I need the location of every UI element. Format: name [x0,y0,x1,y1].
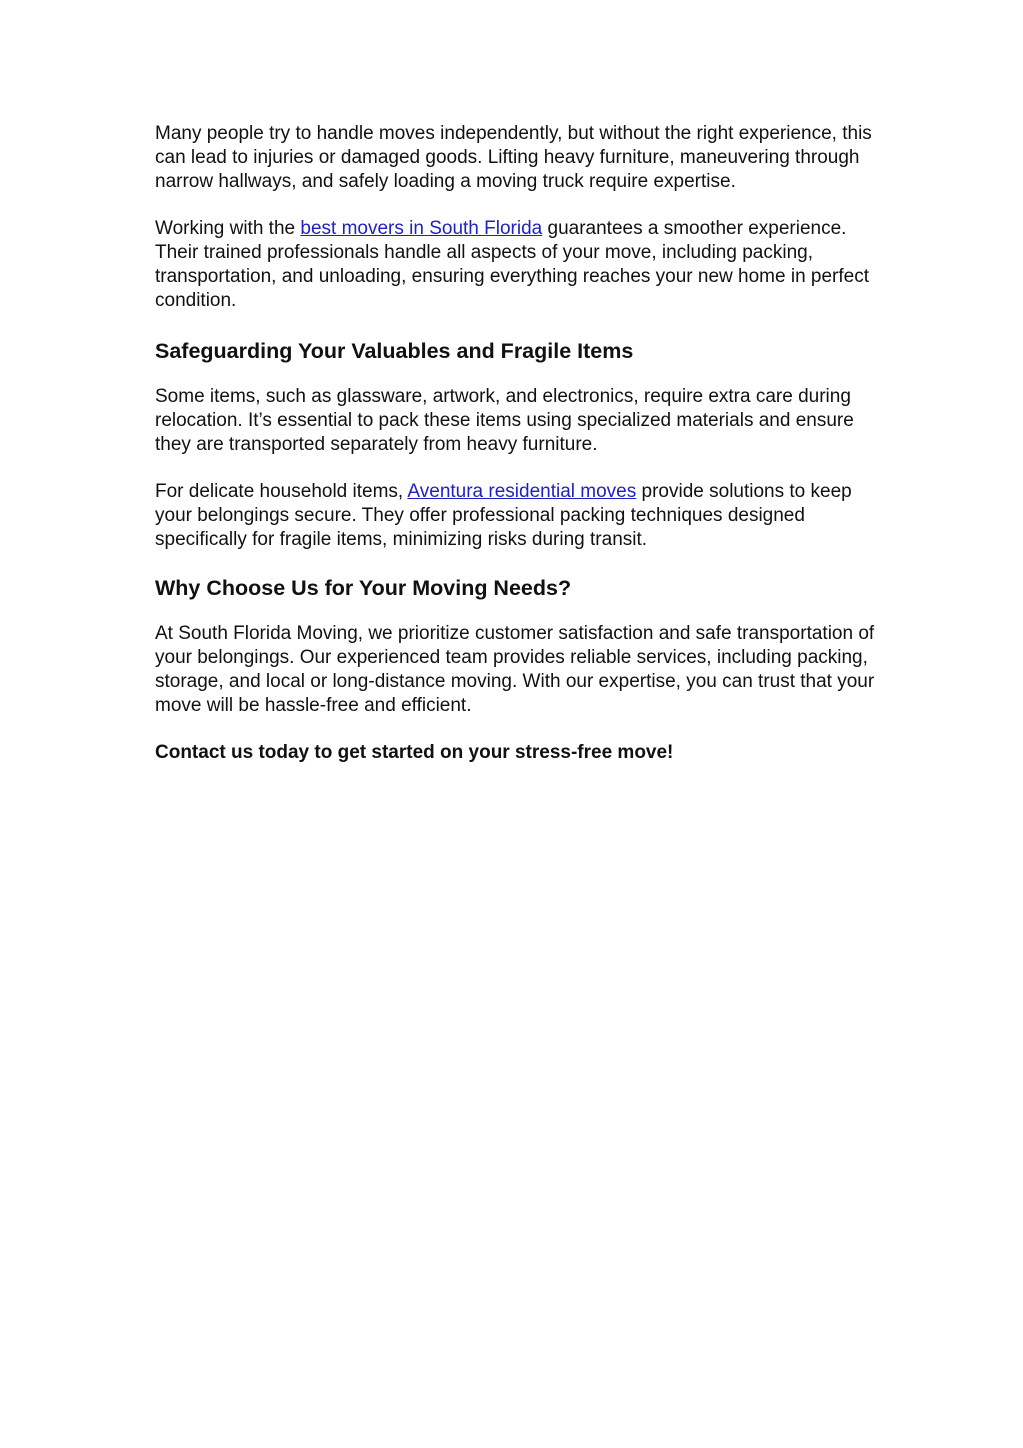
paragraph-text-before-link: For delicate household items, [155,481,408,502]
paragraph-aventura [155,480,885,552]
best-movers-link[interactable]: best movers in South Florida [300,218,543,239]
heading-why-choose-us: Why Choose Us for Your Moving Needs? [155,576,572,600]
paragraph-about-company: At South Florida Moving, we prioritize customer satisfaction and safe transportation of your belongings. Our experienced team provides reliable services, including packing, storage, and local or long-distance moving. With our expertise, you can trust that your move will be hassle-free and efficient. [155,623,875,716]
heading-safeguarding: Safeguarding Your Valuables and Fragile Items [155,339,634,363]
paragraph-best-movers [155,217,885,313]
aventura-residential-moves-link[interactable]: Aventura residential moves [407,481,637,502]
paragraph-text-after-link: provide solutions to keep your belongings secure. They offer professional packing techniques designed specifically for fragile items, minimizing risks during transit. [155,481,852,550]
document-page [155,122,885,788]
paragraph-intro: Many people try to handle moves independently, but without the right experience, this can lead to injuries or damaged goods. Lifting heavy furniture, maneuvering through narrow hallways, and safely loading a moving truck require expertise. [155,123,872,192]
call-to-action: Contact us today to get started on your stress-free move! [155,742,674,763]
paragraph-text-after-link: guarantees a smoother experience. Their trained professionals handle all aspects of your move, including packing, transportation, and unloading, ensuring everything reaches your new home in perfect condition. [155,218,869,311]
paragraph-text-before-link: Working with the [155,218,301,239]
paragraph-fragile-items: Some items, such as glassware, artwork, and electronics, require extra care during relocation. It’s essential to pack these items using specialized materials and ensure they are transported separately from heavy furniture. [155,386,854,455]
